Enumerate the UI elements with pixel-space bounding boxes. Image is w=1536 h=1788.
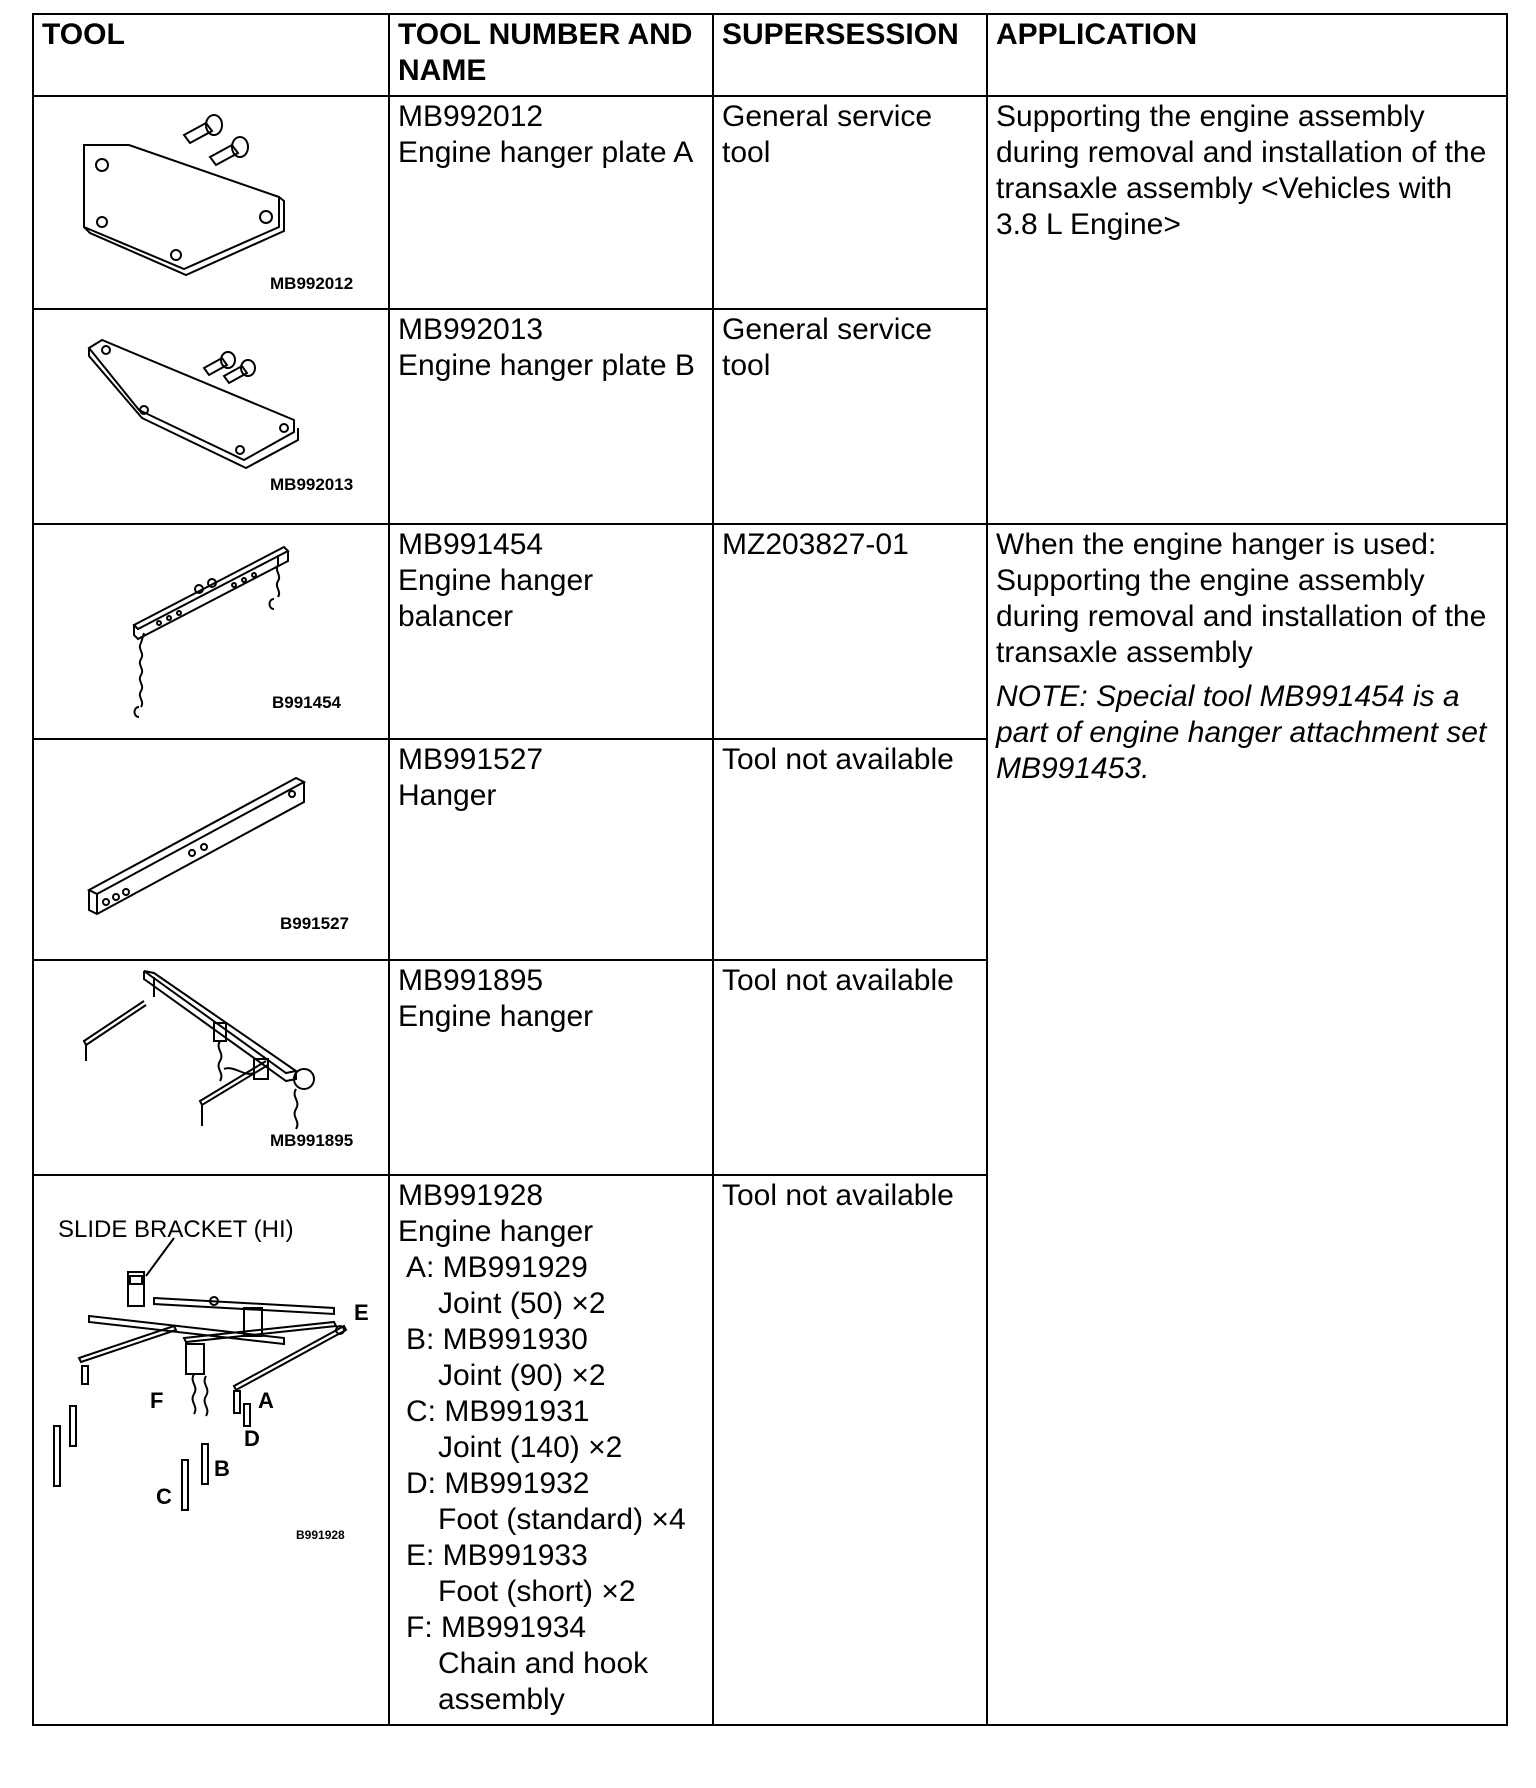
part-desc: Foot (standard) ×4 — [438, 1503, 686, 1536]
tool-image-caption: B991527 — [280, 914, 350, 933]
part-label-b: B — [214, 1456, 230, 1481]
supersession-text: Tool not available — [722, 743, 954, 776]
supersession-cell — [713, 960, 987, 1175]
part-code: C: MB991931 — [406, 1395, 590, 1428]
supersession-text: tool — [722, 349, 771, 382]
tool-name: Engine hanger — [398, 564, 594, 597]
tool-number: MB992012 — [398, 100, 544, 133]
application-text: Supporting the engine assembly — [996, 100, 1425, 133]
tool-name: Engine hanger plate B — [398, 349, 695, 382]
supersession-cell — [713, 739, 987, 960]
supersession-text: Tool not available — [722, 964, 954, 997]
table-row — [33, 524, 1507, 739]
tool-number-name-cell — [389, 960, 713, 1175]
tool-number: MB991454 — [398, 528, 544, 561]
part-desc: Chain and hook — [438, 1647, 649, 1680]
application-text: transaxle assembly — [996, 636, 1253, 669]
tool-image-caption: MB991895 — [270, 1131, 354, 1150]
application-text: transaxle assembly <Vehicles with — [996, 172, 1453, 205]
tool-number-name-cell — [389, 96, 713, 309]
tool-number-name-cell — [389, 739, 713, 960]
tool-image-cell — [33, 739, 389, 960]
application-text: during removal and installation of the — [996, 600, 1487, 633]
part-code: F: MB991934 — [406, 1611, 587, 1644]
supersession-text: Tool not available — [722, 1179, 954, 1212]
application-note — [996, 679, 1498, 787]
note-line: MB991453. — [996, 752, 1150, 785]
engine-hanger-set-illustration — [34, 1176, 390, 1726]
tool-number: MB991928 — [398, 1179, 544, 1212]
application-cell — [987, 96, 1507, 524]
tool-image-caption: MB992012 — [270, 274, 354, 293]
tool-number-name-cell — [389, 309, 713, 524]
tool-number: MB992013 — [398, 313, 544, 346]
tool-number: MB991895 — [398, 964, 544, 997]
application-text: Supporting the engine assembly — [996, 564, 1425, 597]
tool-image-caption: B991928 — [296, 1528, 345, 1542]
special-tools-table — [32, 13, 1508, 1726]
supersession-text: tool — [722, 136, 771, 169]
supersession-cell — [713, 309, 987, 524]
header-tool: TOOL — [33, 14, 389, 96]
supersession-cell — [713, 1175, 987, 1725]
tool-name: Engine hanger — [398, 1215, 594, 1248]
application-text: during removal and installation of the — [996, 136, 1487, 169]
application-cell — [987, 524, 1507, 1725]
tool-name: balancer — [398, 600, 514, 633]
header-application: APPLICATION — [987, 14, 1507, 96]
slide-bracket-label: SLIDE BRACKET (HI) — [58, 1216, 294, 1243]
part-label-a: A — [258, 1388, 274, 1413]
application-text: When the engine hanger is used: — [996, 528, 1437, 561]
supersession-text: General service — [722, 313, 933, 346]
table-row — [33, 96, 1507, 309]
supersession-cell — [713, 524, 987, 739]
supersession-cell — [713, 96, 987, 309]
note-line: part of engine hanger attachment set — [996, 716, 1487, 749]
tool-image-caption: MB992013 — [270, 475, 354, 494]
tool-name: Hanger — [398, 779, 497, 812]
supersession-text: MZ203827-01 — [722, 528, 909, 561]
tool-name: Engine hanger — [398, 1000, 594, 1033]
tool-number: MB991527 — [398, 743, 544, 776]
header-tool-number-name: TOOL NUMBER AND NAME — [389, 14, 713, 96]
part-label-e: E — [354, 1300, 369, 1325]
application-text: 3.8 L Engine> — [996, 208, 1181, 241]
part-code: D: MB991932 — [406, 1467, 590, 1500]
tool-name: Engine hanger plate A — [398, 136, 694, 169]
tool-image-cell — [33, 960, 389, 1175]
tool-number-name-cell — [389, 1175, 713, 1725]
supersession-text: General service — [722, 100, 933, 133]
part-desc: Joint (90) ×2 — [438, 1359, 606, 1392]
part-desc: assembly — [438, 1683, 565, 1716]
part-desc: Foot (short) ×2 — [438, 1575, 636, 1608]
part-desc: Joint (140) ×2 — [438, 1431, 623, 1464]
tool-image-caption: B991454 — [272, 693, 342, 712]
note-line: NOTE: Special tool MB991454 is a — [996, 680, 1460, 713]
tool-image-cell — [33, 309, 389, 524]
tool-number-name-cell — [389, 524, 713, 739]
tool-image-cell — [33, 524, 389, 739]
part-label-d: D — [244, 1426, 260, 1451]
part-label-c: C — [156, 1484, 172, 1509]
tool-image-cell — [33, 1175, 389, 1725]
header-supersession: SUPERSESSION — [713, 14, 987, 96]
part-desc: Joint (50) ×2 — [438, 1287, 606, 1320]
part-label-f: F — [150, 1388, 164, 1413]
part-code: A: MB991929 — [406, 1251, 588, 1284]
part-code: B: MB991930 — [406, 1323, 588, 1356]
tool-image-cell — [33, 96, 389, 309]
part-code: E: MB991933 — [406, 1539, 588, 1572]
